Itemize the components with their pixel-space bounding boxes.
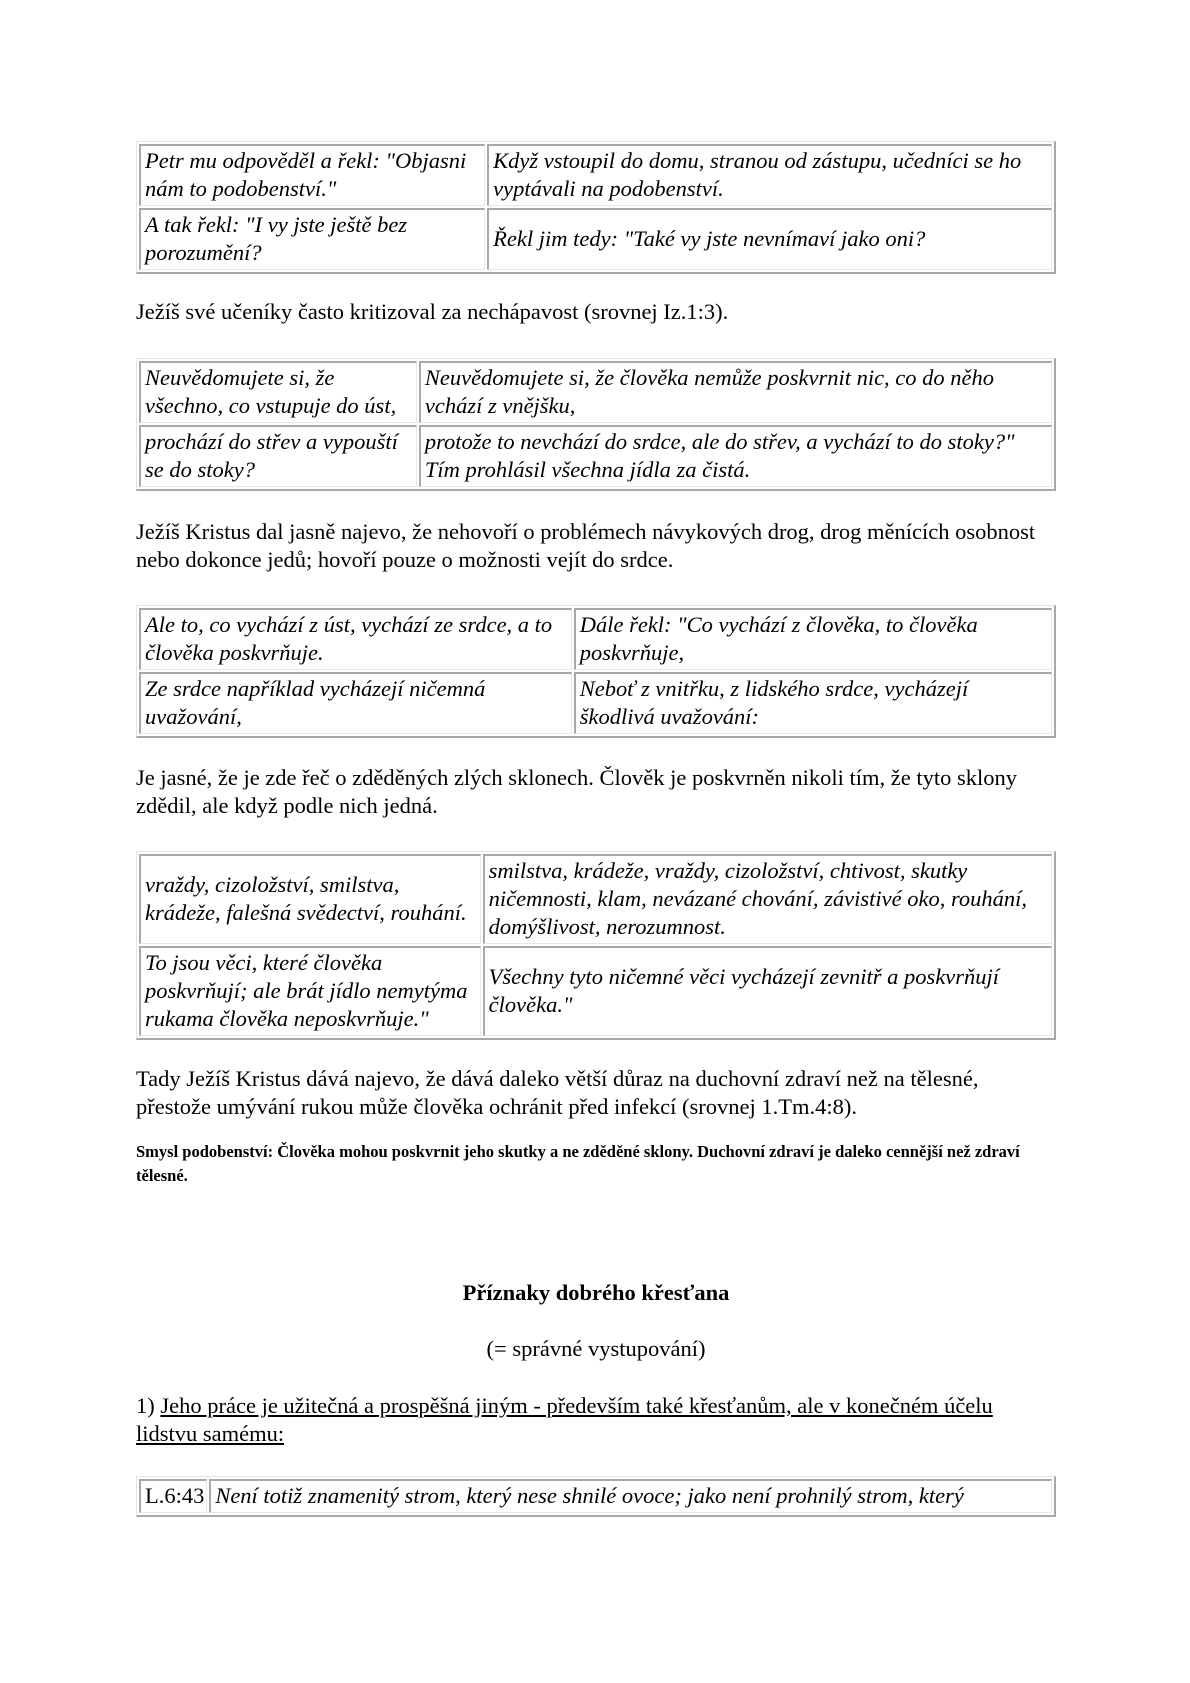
table-row	[139, 144, 1052, 206]
table-row	[139, 361, 1052, 423]
body-text: Tady Ježíš Kristus dává najevo, že dává daleko větší důraz na duchovní zdraví než na tělesné, přestože umývání rukou může člověka ochránit před infekcí (srovnej 1.Tm.4:8).	[136, 1066, 979, 1119]
paragraph-1	[136, 298, 1056, 326]
summary-text: Smysl podobenství: Člověka mohou poskvrnit jeho skutky a ne zděděné sklony. Duchovní zdraví je daleko cennější než zdraví tělesné.	[136, 1142, 1020, 1185]
verse-table	[136, 1476, 1056, 1517]
table-cell: Neuvědomujete si, že člověka nemůže poskvrnit nic, co do něho vchází z vnějšku,	[419, 361, 1052, 423]
table-row	[139, 672, 1052, 734]
table-cell: Ale to, co vychází z úst, vychází ze srdce, a to člověka poskvrňuje.	[139, 608, 572, 670]
table-cell: Neboť z vnitřku, z lidského srdce, vycházejí škodlivá uvažování:	[574, 672, 1052, 734]
table-cell: Když vstoupil do domu, stranou od zástupu, učedníci se ho vyptávali na podobenství.	[487, 144, 1052, 206]
table-cell: Petr mu odpověděl a řekl: "Objasni nám to podobenství."	[139, 144, 485, 206]
verse-reference: L.6:43	[139, 1479, 207, 1513]
section-subtitle: (= správné vystupování)	[486, 1336, 706, 1361]
table-row	[139, 608, 1052, 670]
list-item-1	[136, 1392, 1056, 1448]
parallel-table-4	[136, 851, 1056, 1040]
table-cell: Dále řekl: "Co vychází z člověka, to člověka poskvrňuje,	[574, 608, 1052, 670]
list-number: 1)	[136, 1393, 155, 1418]
parallel-table-2	[136, 358, 1056, 491]
parallel-table-1	[136, 141, 1056, 274]
table-row	[139, 854, 1052, 944]
section-title: Příznaky dobrého křesťana	[462, 1280, 730, 1305]
table-row	[139, 1479, 1052, 1513]
table-cell: Ze srdce například vycházejí ničemná uvažování,	[139, 672, 572, 734]
paragraph-2	[136, 518, 1056, 574]
table-cell: protože to nevchází do srdce, ale do střev, a vychází to do stoky?" Tím prohlásil všechna jídla za čistá.	[419, 425, 1052, 487]
body-text: Ježíš své učeníky často kritizoval za nechápavost (srovnej Iz.1:3).	[136, 299, 729, 324]
table-cell: A tak řekl: "I vy jste ještě bez porozumění?	[139, 208, 485, 270]
parallel-table-3	[136, 605, 1056, 738]
table-cell: Řekl jim tedy: "Také vy jste nevnímaví jako oni?	[487, 208, 1052, 270]
table-row	[139, 425, 1052, 487]
list-item-text: Jeho práce je užitečná a prospěšná jiným - především také křesťanům, ale v konečném účelu lidstvu samému:	[136, 1393, 993, 1446]
table-cell: Neuvědomujete si, že všechno, co vstupuje do úst,	[139, 361, 417, 423]
table-cell: prochází do střev a vypouští se do stoky?	[139, 425, 417, 487]
body-text: Je jasné, že je zde řeč o zděděných zlých sklonech. Člověk je poskvrněn nikoli tím, že tyto sklony zdědil, ale když podle nich jedná.	[136, 765, 1017, 818]
table-row	[139, 946, 1052, 1036]
paragraph-3	[136, 764, 1056, 820]
summary	[136, 1140, 1056, 1188]
paragraph-4	[136, 1065, 1056, 1121]
table-row	[139, 208, 1052, 270]
body-text: Ježíš Kristus dal jasně najevo, že nehovoří o problémech návykových drog, drog měnících osobnost nebo dokonce jedů; hovoří pouze o možnosti vejít do srdce.	[136, 519, 1036, 572]
table-cell: Všechny tyto ničemné věci vycházejí zevnitř a poskvrňují člověka."	[483, 946, 1052, 1036]
verse-text: Není totiž znamenitý strom, který nese shnilé ovoce; jako není prohnilý strom, který	[209, 1479, 1052, 1513]
table-cell: vraždy, cizoložství, smilstva, krádeže, falešná svědectví, rouhání.	[139, 854, 481, 944]
table-cell: To jsou věci, které člověka poskvrňují; ale brát jídlo nemytýma rukama člověka neposkvrňuje."	[139, 946, 481, 1036]
table-cell: smilstva, krádeže, vraždy, cizoložství, chtivost, skutky ničemnosti, klam, nevázané chování, závistivé oko, rouhání, domýšlivost, nerozumnost.	[483, 854, 1052, 944]
